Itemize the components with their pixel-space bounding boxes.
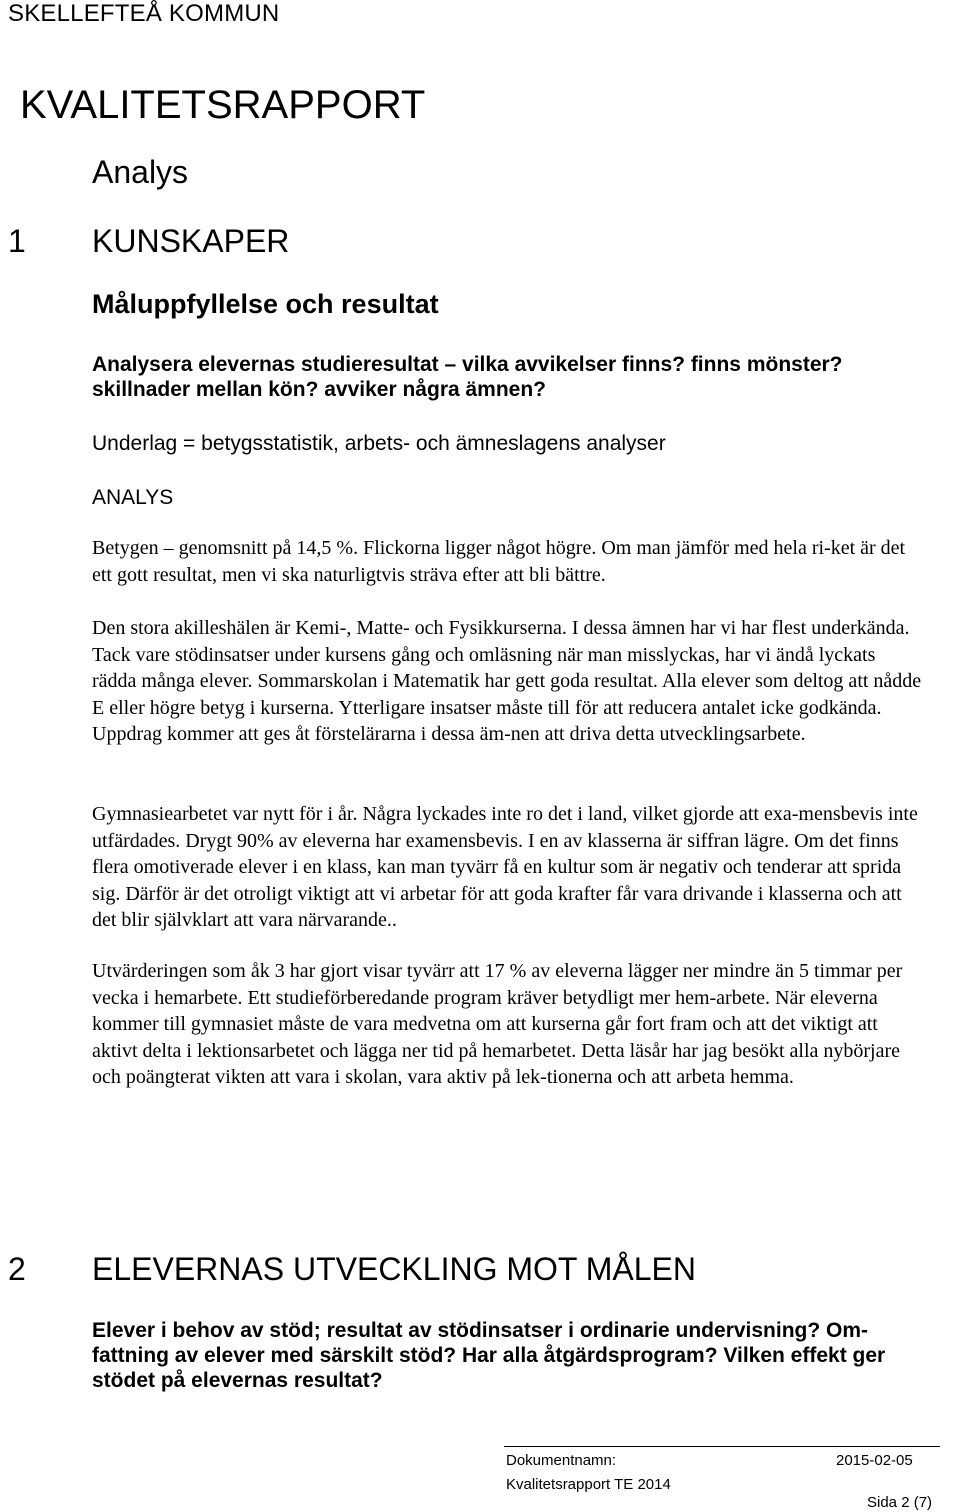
paragraph-text: Den stora akilleshälen är Kemi-, Matte- och Fysikkurserna. I dessa ämnen har vi har flest underkända. Tack vare stödinsatser under kursens gång och omläsning när man misslyckas, har vi ändå lyckats rädda många elever. Sommarskolan i Matematik har gett goda resultat. Alla elever som deltog att nådde E eller högre betyg i kurserna. Ytterligare insatser måste till för att reducera antalet icke godkända. Uppdrag kommer att ges åt förstelärarna i dessa äm-nen att driva detta utvecklingsarbete.	[92, 617, 922, 745]
analys-label: ANALYS	[92, 486, 174, 509]
paragraph-utvarderingen	[92, 958, 924, 1091]
section-1-subtitle: Måluppfyllelse och resultat	[92, 289, 439, 319]
section-1-title: KUNSKAPER	[92, 223, 290, 259]
underlag-text: Underlag = betygsstatistik, arbets- och ämneslagens analyser	[92, 432, 666, 455]
footer-date: 2015-02-05	[836, 1452, 913, 1469]
section-2-title: ELEVERNAS UTVECKLING MOT MÅLEN	[92, 1251, 696, 1287]
paragraph-text: Utvärderingen som åk 3 har gjort visar tyvärr att 17 % av eleverna lägger ner mindre än 5 timmar per vecka i hemarbete. Ett studieförberedande program kräver betydligt mer hem-arbete. När eleverna kommer till gymnasiet måste de vara medvetna om att kurserna går fort fram och att det viktigt att aktivt delta i lektionsarbetet och lägga ner tid på hemarbetet. Detta läsår har jag besökt alla nybörjare och poängterat vikten att vara i skolan, vara aktiv på lek-tionerna och att arbeta hemma.	[92, 960, 903, 1088]
section-2-number: 2	[8, 1251, 26, 1287]
paragraph-akilleshalen	[92, 615, 924, 748]
footer-divider	[504, 1446, 940, 1447]
paragraph-gymnasiearbetet	[92, 801, 924, 934]
section-1-question: Analysera elevernas studieresultat – vilka avvikelser finns? finns mönster? skillnader mellan kön? avviker några ämnen?	[92, 353, 843, 401]
section-2-question: Elever i behov av stöd; resultat av stödinsatser i ordinarie undervisning? Om-fattning av elever med särskilt stöd? Har alla åtgärdsprogram? Vilken effekt ger stödet på elevernas resultat?	[92, 1319, 886, 1392]
section-heading-analys: Analys	[92, 154, 189, 190]
paragraph-text: Betygen – genomsnitt på 14,5 %. Flickorna ligger något högre. Om man jämför med hela ri-ket är det ett gott resultat, men vi ska naturligtvis sträva efter att bli bättre.	[92, 537, 906, 586]
page-title: KVALITETSRAPPORT	[20, 83, 426, 127]
section-1-number: 1	[8, 223, 26, 259]
footer-doc-label: Dokumentnamn:	[506, 1452, 617, 1469]
footer-doc-name: Kvalitetsrapport TE 2014	[506, 1476, 671, 1493]
paragraph-betygen	[92, 535, 924, 588]
organization-name: SKELLEFTEÅ KOMMUN	[8, 0, 280, 27]
paragraph-text: Gymnasiearbetet var nytt för i år. Några lyckades inte ro det i land, vilket gjorde att exa-mensbevis inte utfärdades. Drygt 90% av eleverna har examensbevis. I en av klasserna är siffran lägre. Om det finns flera omotiverade elever i en klass, kan man tyvärr få en kultur som är negativ och tenderar att sprida sig. Därför är det otroligt viktigt att vi arbetar för att goda krafter får vara drivande i klasserna och att det blir självklart att vara närvarande..	[92, 803, 918, 931]
footer-page-number: Sida 2 (7)	[867, 1494, 933, 1511]
